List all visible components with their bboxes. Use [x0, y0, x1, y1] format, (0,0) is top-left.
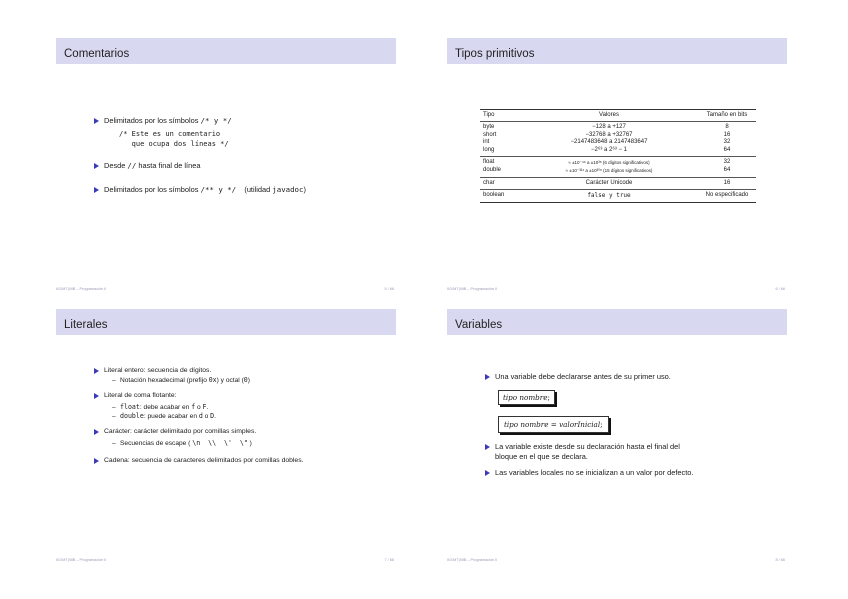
slide-footer	[56, 558, 396, 562]
slide-title: Tipos primitivos	[455, 48, 535, 60]
bullet-triangle-icon	[94, 368, 99, 374]
bullet-text: bloque en el que se declara.	[495, 452, 588, 461]
page-number: 8 / 66	[775, 558, 785, 562]
bullet-text: )	[303, 185, 306, 194]
table-row: short −32768 a +32767 16	[483, 131, 731, 138]
table-header-row	[480, 110, 756, 121]
list-item	[485, 442, 693, 462]
table-row: char Carácter Unicode 16	[483, 179, 731, 186]
bullet-text: Literal de coma flotante:	[104, 392, 177, 399]
bullet-text: La variable existe desde su declaración hasta el final del	[495, 442, 680, 451]
bullet-triangle-icon	[94, 163, 99, 169]
slide-footer	[447, 287, 787, 291]
bullet-triangle-icon	[94, 393, 99, 399]
footer-course: IIG/MT|IIIIB – Programación II	[56, 558, 107, 562]
list-item	[485, 468, 693, 478]
column-header: Tipo	[483, 112, 495, 118]
bullet-text: Delimitados por los símbolos	[104, 185, 201, 194]
slide-title: Literales	[64, 319, 108, 331]
table-row: byte −128 a +127 8	[483, 124, 729, 130]
bullet-text: hasta final de línea	[136, 161, 201, 170]
page-number: 5 / 66	[384, 287, 394, 291]
page-number: 6 / 66	[775, 287, 785, 291]
code-block	[119, 130, 306, 149]
table-row: double ≈ ±10⁻³²⁴ a ±10³⁰⁸ (15 dígitos significativos) 64	[483, 166, 731, 173]
list-item	[94, 427, 303, 437]
page-number: 7 / 66	[384, 558, 394, 562]
list-item	[94, 161, 306, 171]
bullet-triangle-icon	[485, 470, 490, 476]
list-item	[485, 372, 693, 382]
inline-code: /** y */	[200, 185, 237, 194]
slide-title-bar	[447, 38, 787, 64]
slide-title-bar	[56, 38, 396, 64]
slide-title: Variables	[455, 319, 503, 331]
bullet-text: Cadena: secuencia de caracteres delimitados por comillas dobles.	[104, 457, 304, 464]
initialization-box: tipo nombre = valorInicial;	[498, 414, 693, 433]
bullet-text: Una variable debe declararse antes de su primer uso.	[495, 372, 671, 381]
declaration-box: tipo nombre;	[498, 387, 693, 405]
sub-item: – Secuencias de escape ( \n \\ \' \" )	[112, 439, 252, 447]
bullet-text: Carácter: carácter delimitado por comillas simples.	[104, 428, 257, 435]
list-item	[94, 456, 303, 466]
table-row: float ≈ ±10⁻⁴⁶ a ±10³⁸ (6 dígitos significativos) 32	[483, 159, 731, 166]
slide-literales	[56, 309, 396, 571]
bullet-list	[94, 116, 306, 195]
table-row: long −2⁶³ a 2⁶³ − 1 64	[483, 146, 731, 153]
slide-title: Comentarios	[64, 48, 130, 60]
code-line: que ocupa dos líneas */	[119, 139, 229, 148]
table-row: int −2147483648 a 2147483647 32	[483, 139, 731, 146]
inline-code: //	[127, 161, 137, 170]
bullet-list	[485, 372, 693, 478]
list-item	[94, 116, 306, 126]
bullet-text: Las variables locales no se inicializan a un valor por defecto.	[495, 468, 694, 477]
inline-code: /* y */	[200, 116, 232, 125]
table-row: boolean false y true No especificado	[483, 192, 749, 200]
column-header: Valores	[599, 112, 619, 118]
column-header: Tamaño en bits	[706, 112, 748, 118]
footer-course: IIG/MT|IIIIB – Programación II	[447, 287, 498, 291]
list-item	[94, 366, 303, 376]
list-item	[94, 185, 306, 195]
footer-course: IIG/MT|IIIIB – Programación II	[447, 558, 498, 562]
list-item	[94, 391, 303, 401]
sub-item: – float: debe acabar en f o F.	[112, 403, 209, 411]
footer-course: IIG/MT|IIIIB – Programación II	[56, 287, 107, 291]
bullet-triangle-icon	[94, 458, 99, 464]
slide-tipos-primitivos	[447, 38, 787, 300]
slide-footer	[447, 558, 787, 562]
sub-item: – Notación hexadecimal (prefijo 0x) y octal (0)	[112, 376, 250, 384]
inline-code: javadoc	[272, 185, 304, 194]
bullet-list	[94, 366, 303, 466]
bullet-triangle-icon	[485, 374, 490, 380]
slide-title-bar	[447, 309, 787, 335]
slide-comentarios	[56, 38, 396, 300]
sub-item: – double: puede acabar en d o D.	[112, 412, 216, 420]
bullet-triangle-icon	[94, 187, 99, 193]
bullet-text: (utilidad	[236, 185, 273, 194]
bullet-triangle-icon	[485, 444, 490, 450]
slide-footer	[56, 287, 396, 291]
primitive-types-table	[480, 109, 756, 203]
bullet-triangle-icon	[94, 118, 99, 124]
bullet-text: Literal entero: secuencia de dígitos.	[104, 367, 212, 374]
bullet-text: Desde	[104, 161, 128, 170]
slide-variables	[447, 309, 787, 571]
bullet-triangle-icon	[94, 429, 99, 435]
slide-title-bar	[56, 309, 396, 335]
bullet-text: Delimitados por los símbolos	[104, 116, 201, 125]
code-line: /* Este es un comentario	[119, 130, 221, 138]
